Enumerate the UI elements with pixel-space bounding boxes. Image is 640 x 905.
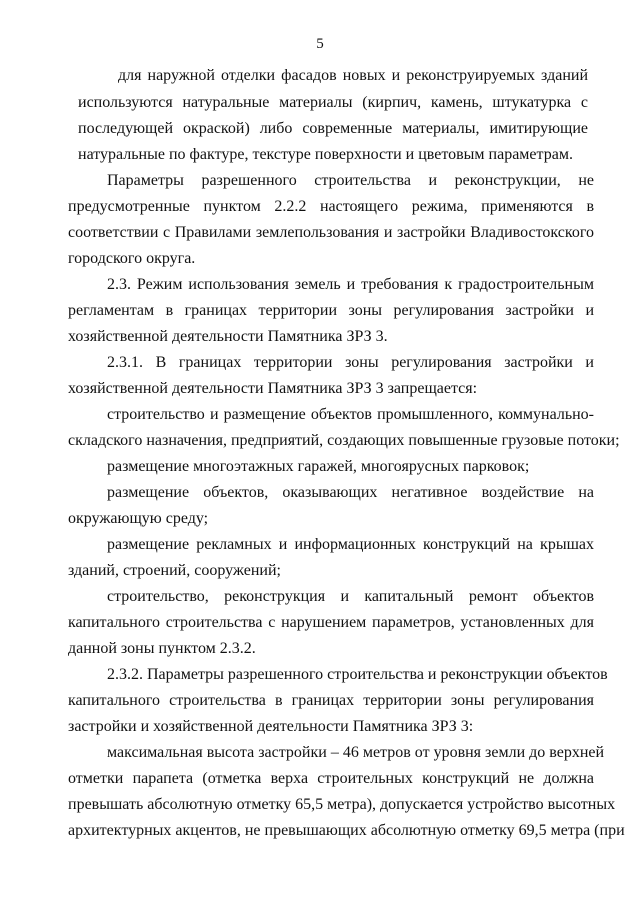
text-line: используются натуральные материалы (кирпич, камень, штукатурка с [78,94,588,111]
page-number: 5 [316,36,324,52]
text-line: городского округа. [68,250,196,267]
text-line: Параметры разрешенного строительства и реконструкции, не [107,172,594,189]
text-line: хозяйственной деятельности Памятника ЗРЗ 3. [68,328,388,345]
text-line: для наружной отделки фасадов новых и реконструируемых зданий [118,67,588,84]
text-line: регламентам в границах территории зоны регулирования застройки и [68,302,594,319]
text-line: максимальная высота застройки – 46 метров от уровня земли до верхней [107,744,605,761]
text-line: 2.3.1. В границах территории зоны регулирования застройки и [107,354,594,371]
text-line: размещение рекламных и информационных конструкций на крышах [107,536,594,553]
text-line: предусмотренные пунктом 2.2.2 настоящего режима, применяются в [68,198,594,215]
text-line: хозяйственной деятельности Памятника ЗРЗ 3 запрещается: [68,380,478,397]
text-line: натуральные по фактуре, текстуре поверхности и цветовым параметрам. [78,146,573,163]
text-line: последующей окраской) либо современные материалы, имитирующие [78,120,588,137]
text-line: застройки и хозяйственной деятельности Памятника ЗРЗ 3: [68,718,474,735]
section-heading: 2.3. Режим использования земель и требования к градостроительным [107,276,594,293]
text-line: соответствии с Правилами землепользования и застройки Владивостокского [68,224,594,241]
text-line: окружающую среду; [68,510,209,527]
text-line: строительство и размещение объектов промышленного, коммунально- [107,406,594,423]
text-line: капитального строительства с нарушением параметров, установленных для [68,614,594,631]
text-line: архитектурных акцентов, не превышающих абсолютную отметку 69,5 метра (при [68,822,625,839]
text-line: зданий, строений, сооружений; [68,562,281,579]
text-line: капитального строительства в границах территории зоны регулирования [68,692,594,709]
text-line: превышать абсолютную отметку 65,5 метра), допускается устройство высотных [68,796,616,813]
text-line: данной зоны пунктом 2.3.2. [68,640,256,657]
text-line: строительство, реконструкция и капитальный ремонт объектов [107,588,594,605]
text-line: складского назначения, предприятий, создающих повышенные грузовые потоки; [68,432,620,449]
text-line: отметки парапета (отметка верха строительных конструкций не должна [68,770,594,787]
text-line: 2.3.2. Параметры разрешенного строительства и реконструкции объектов [107,666,608,683]
text-line: размещение объектов, оказывающих негативное воздействие на [107,484,594,501]
text-line: размещение многоэтажных гаражей, многоярусных парковок; [107,458,530,475]
